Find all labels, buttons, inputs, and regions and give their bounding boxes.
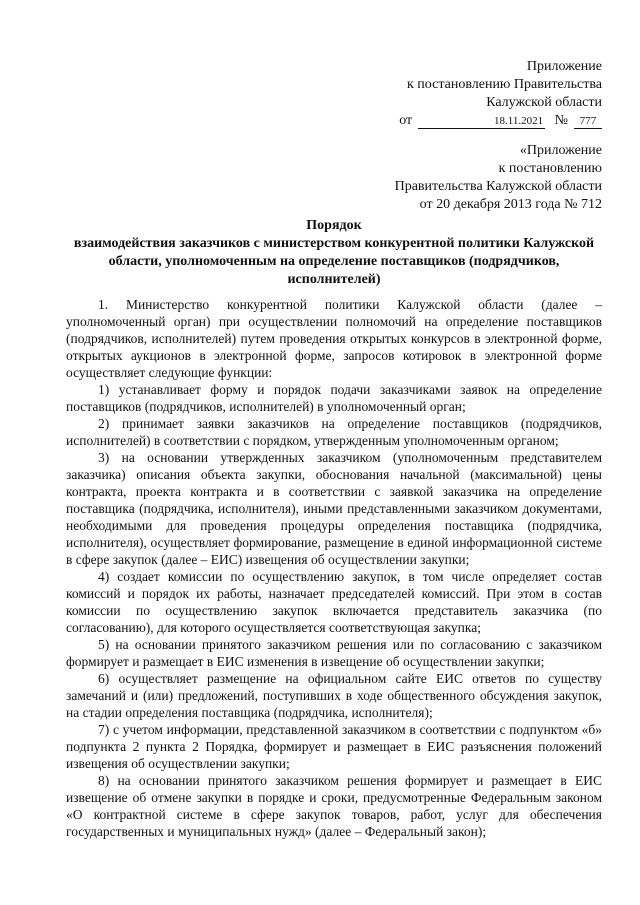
paragraph-item-8: 8) на основании принятого заказчиком решения формирует и размещает в ЕИС извещение об отмене закупки в порядке и сроки, предусмотренные Федеральным законом «О контрактной системе в сфере закупок товаров, работ, услуг для обеспечения государственных и муниципальных нужд» (далее – Федеральный закон); xyxy=(66,773,602,839)
paragraph-item-1: 1) устанавливает форму и порядок подачи заказчиками заявок на определение поставщиков (подрядчиков, исполнителей) в уполномоченный орган; xyxy=(66,382,602,414)
date-value: 18.11.2021 xyxy=(418,114,545,129)
header-line-2: к постановлению Правительства xyxy=(406,77,602,92)
paragraph-item-7: 7) с учетом информации, представленной заказчиком в соответствии с подпунктом «б» подпункта 2 пункта 2 Порядка, формирует и размещает в ЕИС разъяснения положений извещения об осуществлении закупки; xyxy=(66,722,602,771)
paragraph-1: 1. Министерство конкурентной политики Калужской области (далее – уполномоченный орган) при осуществлении полномочий на определение поставщиков (подрядчиков, исполнителей) путем проведения открытых конкурсов в электронной форме, открытых аукционов в электронной форме, запросов котировок в электронной форме осуществляет следующие функции: xyxy=(66,297,602,380)
paragraph-item-5: 5) на основании принятого заказчиком решения или по согласованию с заказчиком формирует и размещает в ЕИС изменения в извещение об осуществлении закупки; xyxy=(66,637,602,669)
header-line-3: Калужской области xyxy=(486,95,602,110)
prior-header-line-3: Правительства Калужской области xyxy=(394,179,602,194)
paragraph-item-3: 3) на основании утвержденных заказчиком (уполномоченным представителем заказчика) описания объекта закупки, обоснования начальной (максимальной) цены контракта, проекта контракта и в соответствии с заявкой заказчика на определение поставщика (подрядчика, исполнителя), иными представленными заказчиком документами, необходимыми для проведения процедуры определения поставщика (подрядчика, исполнителя), осуществляет формирование, размещение в единой информационной системе в сфере закупок (далее – ЕИС) извещения об осуществлении закупки; xyxy=(66,450,602,567)
number-value: 777 xyxy=(574,114,602,129)
prior-header-line-4: от 20 декабря 2013 года № 712 xyxy=(419,197,602,212)
title-line-1: Порядок xyxy=(306,218,362,233)
approval-header xyxy=(399,58,602,130)
title-line-2: взаимодействия заказчиков с министерством конкурентной политики Калужской области, уполномоченным на определение поставщиков (подрядчиков, исполнителей) xyxy=(73,236,595,287)
prior-header-line-2: к постановлению xyxy=(498,161,602,176)
paragraph-item-4: 4) создает комиссии по осуществлению закупок, в том числе определяет состав комиссий и порядок их работы, назначает председателей комиссий. При этом в состав комиссии по осуществлению закупок включается представитель заказчика (по согласованию), для которого осуществляется соответствующая закупка; xyxy=(66,569,602,635)
header-line-1: Приложение xyxy=(526,59,602,74)
number-sign: № xyxy=(554,113,568,128)
date-prefix: от xyxy=(399,113,413,128)
prior-header-line-1: «Приложение xyxy=(519,143,602,158)
header-date-line xyxy=(399,112,602,130)
paragraph-item-2: 2) принимает заявки заказчиков на определение поставщиков (подрядчиков, исполнителей) в соответствии с порядком, утвержденным уполномоченным органом; xyxy=(66,416,602,448)
document-title xyxy=(66,217,602,289)
document-body xyxy=(66,296,602,840)
paragraph-item-6: 6) осуществляет размещение на официальном сайте ЕИС ответов по существу замечаний и (или) предложений, поступивших в ходе общественного обсуждения закупок, на стадии определения поставщика (подрядчика, исполнителя); xyxy=(66,671,602,720)
prior-appendix-header xyxy=(395,142,602,214)
